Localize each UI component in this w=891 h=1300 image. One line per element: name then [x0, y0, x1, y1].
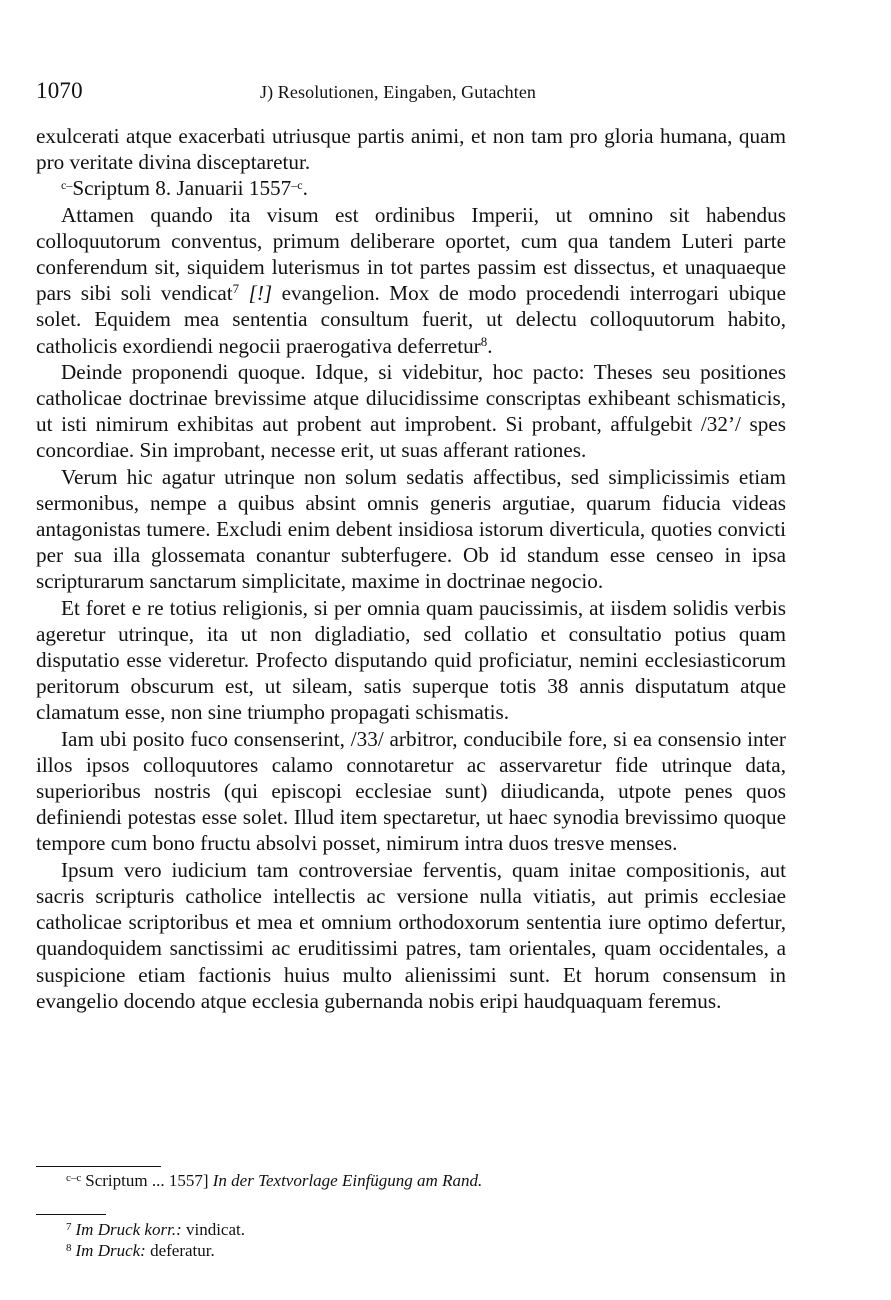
paragraph	[36, 359, 786, 464]
paragraph	[36, 202, 786, 359]
apparatus-marker: c–c	[66, 1172, 82, 1184]
paragraph-text: Scriptum 8. Januarii 1557	[72, 176, 292, 201]
paragraph-text: exulcerati atque exacerbati utriusque partis animi, et non tam pro gloria humana, quam pro veritate divina disceptaretur.	[36, 124, 786, 175]
footnote-reference-7[interactable]: 7	[232, 281, 240, 297]
apparatus-marker-open: c–	[61, 178, 73, 193]
footnote-number: 8	[66, 1242, 72, 1254]
paragraph-text: Deinde proponendi quoque. Idque, si videbitur, hoc pacto: Theses seu positiones catholicae doctrinae brevissime atque dilucidissime conscriptas exhibeant schismaticis, ut isti nimirum exhibitas aut probent aut improbent. Si probant, affulgebit /32’/ spes concordiae. Sin improbant, necesse erit, ut suas afferant rationes.	[36, 359, 786, 463]
paragraph	[36, 464, 786, 595]
paragraph-text: Verum hic agatur utrinque non solum sedatis affectibus, sed simplicissimis etiam sermonibus, nempe a quibus absint omnis generis argutiae, quarum fiducia videas antagonistas tumere. Excludi enim debent insidiosa istorum diverticula, quoties convicti per sua illa glossemata conantur subterfugere. Ob id standum esse censeo in ipsa scripturarum sanctarum simplicitate, maxime in doctrinae negocio.	[36, 464, 786, 594]
footnote-label: Im Druck korr.:	[75, 1220, 182, 1239]
punctuation: .	[487, 333, 493, 358]
editorial-mark: [!]	[248, 281, 273, 306]
main-text	[36, 123, 786, 1014]
footnote-divider	[36, 1214, 106, 1215]
apparatus-note: In der Textvorlage Einfügung am Rand.	[212, 1171, 483, 1190]
footnotes	[66, 1219, 245, 1261]
footnote-label: Im Druck:	[75, 1241, 146, 1260]
paragraph	[36, 595, 786, 726]
paragraph-date-note	[36, 175, 786, 201]
footnote-number: 7	[66, 1221, 72, 1233]
paragraph	[36, 726, 786, 857]
page-number: 1070	[36, 78, 83, 103]
paragraph-text: Attamen quando ita visum est ordinibus Imperii, ut omnino sit habendus colloquutorum conventus, primum deliberare oportet, cum qua tandem Luteri parte conferendum sit, siquidem luterismus in tot partes passim est dissectus, et unaquaeque pars sibi soli vendicat	[36, 202, 786, 306]
footnote-text: vindicat.	[185, 1220, 245, 1239]
apparatus-marker-close: –c	[291, 178, 303, 193]
page-header	[36, 78, 786, 106]
footnote-reference-8[interactable]: 8	[480, 333, 488, 349]
apparatus-lemma: Scriptum ... 1557]	[85, 1171, 209, 1190]
apparatus-divider	[36, 1166, 161, 1167]
apparatus-entry	[66, 1170, 482, 1192]
paragraph-text: Iam ubi posito fuco consenserint, /33/ arbitror, conducibile fore, si ea consensio inter illos ipsos colloquutores calamo connotaretur ac asservaretur fide utrinque data, superioribus nostris (qui episcopi ecclesiae sunt) diiudicanda, utpote penes quos definiendi potestas esse solet. Illud item spectaretur, ut haec synodia brevissimo quoque tempore cum bono fructu absolvi posset, nimirum intra duos tresve menses.	[36, 726, 786, 856]
paragraph-text: Et foret e re totius religionis, si per omnia quam paucissimis, at iisdem solidis verbis ageretur utrinque, ita ut non digladiatio, sed collatio et consultatio potius quam disputatio esse videretur. Profecto disputando quid proficiatur, nemini ecclesiasticorum peritorum obscurum est, ut sileam, satis superque totis 38 annis disputatum atque clamatum esse, non sine triumpho propagati schismatis.	[36, 595, 786, 725]
paragraph	[36, 857, 786, 1014]
paragraph-text: evangelion. Mox de modo procedendi interrogari ubique solet. Equidem mea sententia consultum fuerit, ut delectu colloquutorum habito, catholicis exordiendi negocii praerogativa deferretur	[36, 281, 787, 358]
footnote-text: deferatur.	[150, 1241, 215, 1260]
punctuation: .	[302, 176, 308, 201]
textual-apparatus	[66, 1170, 482, 1192]
footnote-8	[66, 1240, 245, 1261]
running-head: J) Resolutionen, Eingaben, Gutachten	[260, 82, 537, 102]
paragraph-continuation	[36, 123, 786, 175]
paragraph-text: Ipsum vero iudicium tam controversiae ferventis, quam initae compositionis, aut sacris scripturis catholice intellectis ac versione nulla vitiatis, aut primis ecclesiae catholicae scriptoribus et mea et omnium orthodoxorum sententia iure optimo defertur, quandoquidem sanctissimi ac eruditissimi patres, tam orientales, quam occidentales, a suspicione etiam factionis huius multo alienissimi sunt. Et horum consensum in evangelio docendo atque ecclesia gubernanda nobis eripi haudquaquam feremus.	[36, 857, 786, 1013]
footnote-7	[66, 1219, 245, 1240]
